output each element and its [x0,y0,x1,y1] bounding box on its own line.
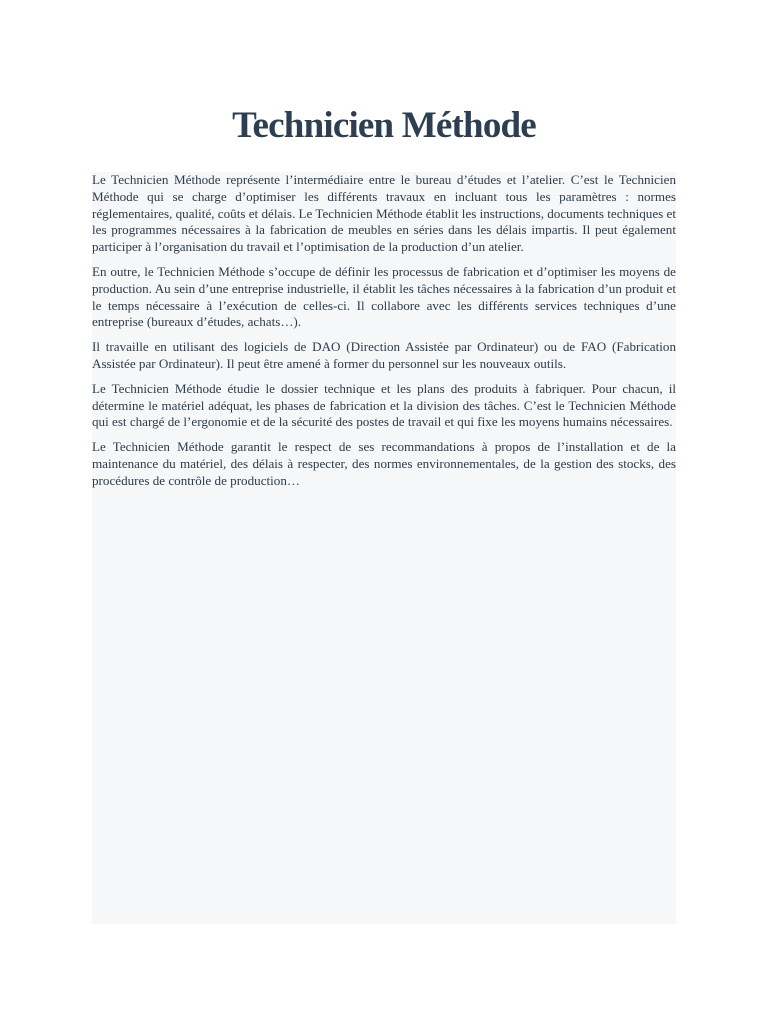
paragraph-software-tools: Il travaille en utilisant des logiciels de DAO (Direction Assistée par Ordinateur) ou de FAO (Fabrication Assistée par Ordinateur). Il peut être amené à former du personnel sur les nouveaux outils. [92,339,676,371]
page-title: Technicien Méthode [232,105,536,146]
paragraph-role-intro: Le Technicien Méthode représente l’intermédiaire entre le bureau d’études et l’atelier. C’est le Technicien Méthode qui se charge d’optimiser les différents travaux en incluant tous les paramètres : normes réglementaires, qualité, coûts et délais. Le Technicien Méthode établit les instructions, documents techniques et les programmes nécessaires à la fabrication de meubles en séries dans les délais impartis. Il peut également participer à l’organisation du travail et l’optimisation de la production d’un atelier. [92,172,676,255]
content-panel [92,172,676,924]
paragraph-process-definition: En outre, le Technicien Méthode s’occupe de définir les processus de fabrication et d’optimiser les moyens de production. Au sein d’une entreprise industrielle, il établit les tâches nécessaires à la fabrication d’un produit et le temps nécessaire à l’exécution de celles-ci. Il collabore avec les différents services techniques d’une entreprise (bureaux d’études, achats…). [92,263,676,330]
paragraph-technical-study: Le Technicien Méthode étudie le dossier technique et les plans des produits à fabriquer. Pour chacun, il détermine le matériel adéquat, les phases de fabrication et la division des tâches. C’est le Technicien Méthode qui est chargé de l’ergonomie et de la sécurité des postes de travail et qui fixe les moyens humains nécessaires. [92,380,676,430]
paragraph-compliance: Le Technicien Méthode garantit le respect de ses recommandations à propos de l’installation et de la maintenance du matériel, des délais à respecter, des normes environnementales, de la gestion des stocks, des procédures de contrôle de production… [92,439,676,488]
